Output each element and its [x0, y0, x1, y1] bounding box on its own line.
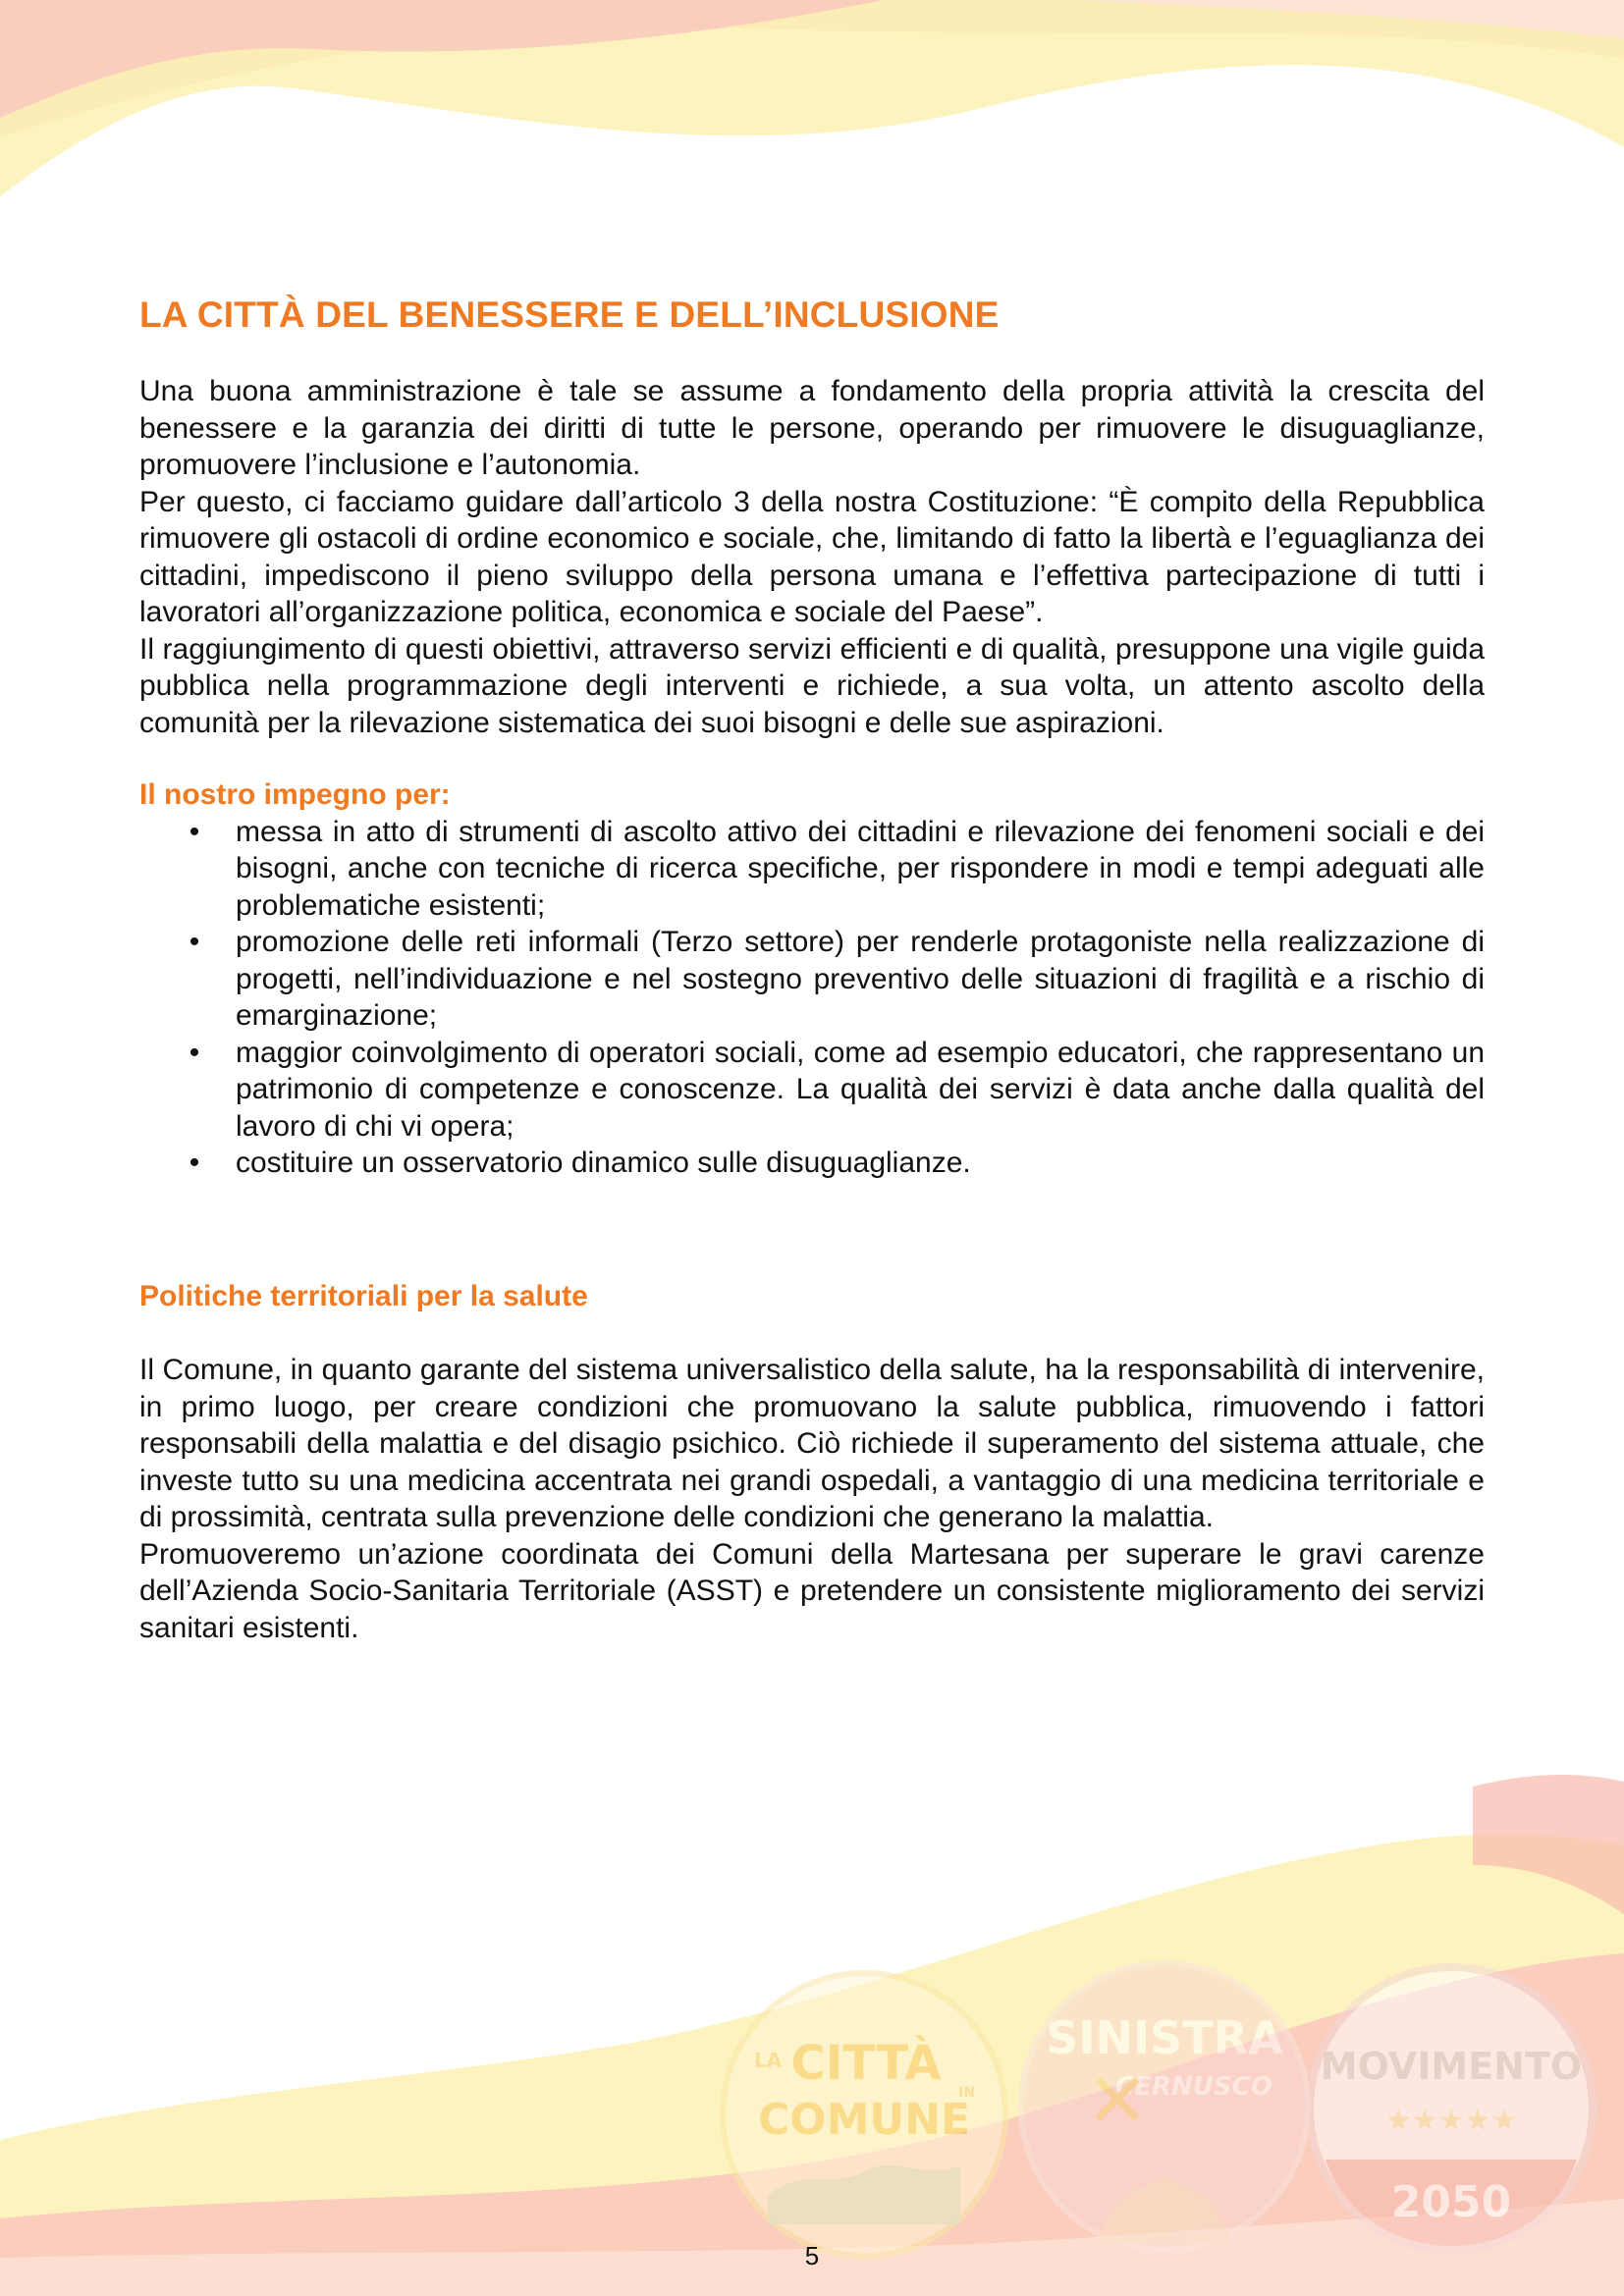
- list-item: [139, 814, 1485, 925]
- logo-citta-small: LA: [754, 2049, 783, 2072]
- svg-text:★★★★★: ★★★★★: [1384, 2104, 1518, 2138]
- intro-paragraph-3: Il raggiungimento di questi obiettivi, attraverso servizi efficienti e di qualità, presuppone una vigile guida pubblica nella programmazione degli interventi e richiede, a sua volta, un attento ascolto della comunità per la rilevazione sistematica dei suoi bisogni e delle sue aspirazioni.: [139, 632, 1485, 739]
- health-paragraph-1: Il Comune, in quanto garante del sistema universalistico della salute, ha la responsabilità di intervenire, in primo luogo, per creare condizioni che promuovano la salute pubblica, rimuovendo i fattori responsabili della malattia e del disagio psichico. Ciò richiede il superamento del sistema attuale, che investe tutto su una medicina accentrata nei grandi ospedali, a vantaggio di una medicina territoriale e di prossimità, centrata sulla prevenzione delle condizioni che generano la malattia.: [139, 1354, 1485, 1533]
- intro-paragraph-2: Per questo, ci facciamo guidare dall’articolo 3 della nostra Costituzione: “È compito della Repubblica rimuovere gli ostacoli di ordine economico e sociale, che, limitando di fatto la libertà e l’eguaglianza dei cittadini, impediscono il pieno sviluppo della persona umana e l’effettiva partecipazione di tutti i lavoratori all’organizzazione politica, economica e sociale del Paese”.: [139, 485, 1485, 628]
- bullet-icon: •: [189, 926, 200, 958]
- logo-sinistra-main: SINISTRA: [1046, 2011, 1283, 2064]
- logo-citta-main: CITTÀ: [790, 2036, 942, 2091]
- logo-movimento-year: 2050: [1390, 2177, 1512, 2227]
- logo-movimento-main: MOVIMENTO: [1320, 2045, 1583, 2088]
- page-content: [139, 294, 1485, 1646]
- svg-text:✕: ✕: [1086, 2056, 1149, 2144]
- list-item-text: promozione delle reti informali (Terzo settore) per renderle protagoniste nella realizzazione di progetti, nell’individuazione e nel sostegno preventivo delle situazioni di fragilità e a rischio di emarginazione;: [236, 926, 1485, 1032]
- list-item-text: maggior coinvolgimento di operatori sociali, come ad esempio educatori, che rappresentano un patrimonio di competenze e conoscenze. La qualità dei servizi è data anche dalla qualità del lavoro di chi vi opera;: [236, 1036, 1485, 1143]
- health-paragraph-2: Promuoveremo un’azione coordinata dei Comuni della Martesana per superare le gravi carenze dell’Azienda Socio-Sanitaria Territoriale (ASST) e pretendere un consistente miglioramento dei servizi sanitari esistenti.: [139, 1537, 1485, 1644]
- section-title: LA CITTÀ DEL BENESSERE E DELL’INCLUSIONE: [139, 294, 1000, 335]
- logo-citta-in: IN: [958, 2085, 975, 2101]
- logo-movimento-2050: [1306, 1963, 1597, 2254]
- logo-sinistra-sub: CERNUSCO: [1115, 2072, 1272, 2102]
- logo-sinistra-cernusco: [1017, 1959, 1312, 2254]
- logo-la-citta-in-comune: [719, 1969, 1009, 2260]
- health-heading: Politiche territoriali per la salute: [139, 1279, 588, 1312]
- commitment-heading: Il nostro impegno per:: [139, 778, 451, 811]
- commitment-list: [139, 814, 1485, 1182]
- list-item: [139, 1035, 1485, 1146]
- list-item-text: costituire un osservatorio dinamico sulle disuguaglianze.: [236, 1147, 971, 1179]
- bullet-icon: •: [189, 815, 200, 848]
- bullet-icon: •: [189, 1036, 200, 1069]
- page-number: 5: [804, 2241, 820, 2270]
- intro-paragraph-1: Una buona amministrazione è tale se assume a fondamento della propria attività la crescita del benessere e la garanzia dei diritti di tutte le persone, operando per rimuovere le disuguaglianze, promuovere l’inclusione e l’autonomia.: [139, 375, 1485, 481]
- logo-comune-main: COMUNE: [757, 2095, 971, 2145]
- list-item-text: messa in atto di strumenti di ascolto attivo dei cittadini e rilevazione dei fenomeni sociali e dei bisogni, anche con tecniche di ricerca specifiche, per rispondere in modi e tempi adeguati alle problematiche esistenti;: [236, 815, 1485, 922]
- list-item: [139, 924, 1485, 1035]
- bullet-icon: •: [189, 1147, 200, 1179]
- list-item: [139, 1145, 1485, 1182]
